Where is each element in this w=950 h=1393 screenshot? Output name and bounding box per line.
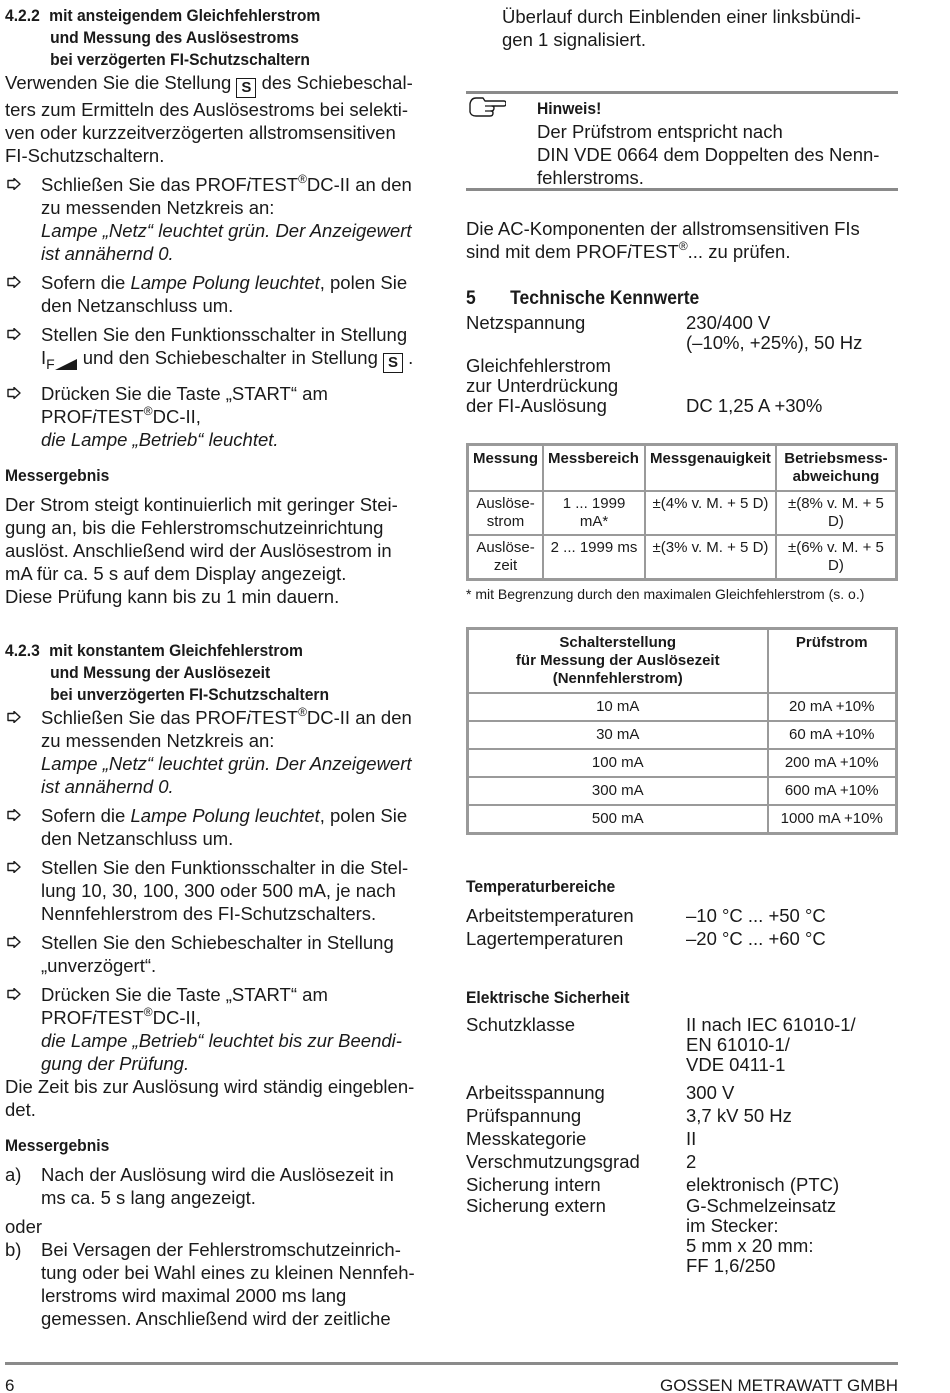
specs-general: Netzspannung 230/400 V (–10%, +25%), 50 Hz Gleichfehlerstrom zur Unterdrückung der FI-Auslösung DC 1,25 A +30% xyxy=(466,312,863,416)
arrow-icon xyxy=(7,711,21,723)
table-header: Messung xyxy=(468,445,544,492)
company-name: GOSSEN METRAWATT GMBH xyxy=(659,1376,898,1393)
pointing-hand-icon xyxy=(468,96,506,118)
result-heading: Messergebnis xyxy=(5,1136,110,1155)
s-key-symbol: S xyxy=(236,78,256,98)
table-row: 500 mA 1000 mA +10% xyxy=(468,805,897,833)
electrical-heading: Elektrische Sicherheit xyxy=(466,988,630,1007)
arrow-icon xyxy=(7,809,21,821)
arrow-icon xyxy=(7,276,21,288)
arrow-icon xyxy=(7,936,21,948)
step-item: Sofern die Lampe Polung leuchtet, polen Sie den Netzanschluss um. xyxy=(5,271,445,317)
step-item: Stellen Sie den Schiebeschalter in Stellung „unverzögert“. xyxy=(5,931,445,977)
continued-text: Überlauf durch Einblenden einer linksbündi- gen 1 signalisiert. xyxy=(502,6,861,50)
oder-text: oder xyxy=(5,1216,43,1237)
page-number: 6 xyxy=(5,1376,15,1393)
table-header: Messgenauigkeit xyxy=(645,445,776,492)
step-item: Drücken Sie die Taste „START“ am PROFiTEST®DC-II, die Lampe „Betrieb“ leuchtet bis zur Beendi- gung der Prüfung. xyxy=(5,983,445,1075)
arrow-icon xyxy=(7,988,21,1000)
s-key-symbol: S xyxy=(383,353,403,373)
section-4-2-2 xyxy=(5,5,445,608)
note-heading: Hinweis! xyxy=(537,99,602,118)
intro-paragraph: Verwenden Sie die Stellung S des Schiebeschal- ters zum Ermitteln des Auslösestroms bei selekti- ven oder kurzzeitverzögerten allstromsensitiven FI-Schutzschaltern. xyxy=(5,72,413,166)
section-heading: 4.2.2 mit ansteigendem Gleichfehlerstrom und Messung des Auslösestroms bei verzögerten FI-Schutzschaltern xyxy=(5,6,321,69)
arrow-icon xyxy=(7,178,21,190)
section-5-heading: 5 Technische Kennwerte xyxy=(466,288,700,309)
table-row: Auslöse- zeit 2 ... 1999 ms ±(3% v. M. + 5 D) ±(6% v. M. + 5 D) xyxy=(468,535,897,580)
table-row: 10 mA 20 mA +10% xyxy=(468,693,897,721)
section-number: 4.2.2 xyxy=(5,6,40,25)
table-row: Auslöse- strom 1 ... 1999 mA* ±(4% v. M. + 5 D) ±(8% v. M. + 5 D) xyxy=(468,491,897,535)
temperature-section: Temperaturbereiche Arbeitstemperaturen –10 °C ... +50 °C Lagertemperaturen –20 °C ... +60 °C xyxy=(466,876,898,950)
info-paragraph: Die Zeit bis zur Auslösung wird ständig eingeblen- det. xyxy=(5,1076,415,1120)
step-item: Drücken Sie die Taste „START“ am PROFiTEST®DC-II, die Lampe „Betrieb“ leuchtet. xyxy=(5,382,445,451)
table-header: Betriebsmess- abweichung xyxy=(776,445,897,492)
list-item-a: a) Nach der Auslösung wird die Auslösezeit in ms ca. 5 s lang angezeigt. xyxy=(5,1164,394,1208)
table-header: Prüfstrom xyxy=(768,629,897,694)
step-item: Stellen Sie den Funktionsschalter in die Stel- lung 10, 30, 100, 300 oder 500 mA, je nach Nennfehlerstrom des FI-Schutzschalters. xyxy=(5,856,445,925)
step-item: Sofern die Lampe Polung leuchtet, polen Sie den Netzanschluss um. xyxy=(5,804,445,850)
electrical-safety-section: Elektrische Sicherheit Schutzklasse II nach IEC 61010-1/ EN 61010-1/ VDE 0411-1 Arbeitsspannung 300 V Prüfspannung 3,7 kV 50 Hz Messkategorie II Verschmutzungsgrad 2 Sicherung intern elektronisch (PTC) Sicherung extern G-Schmelzeinsatz im Stecker: 5 mm x 20 mm: FF 1,6/250 xyxy=(466,987,898,1216)
table-row: 100 mA 200 mA +10% xyxy=(468,749,897,777)
result-heading: Messergebnis xyxy=(5,466,110,485)
ramp-icon xyxy=(55,359,77,370)
arrow-icon xyxy=(7,387,21,399)
list-item-b: b) Bei Versagen der Fehlerstromschutzeinrich- tung oder bei Wahl eines zu kleinen Nennfeh- lerstroms wird maximal 2000 ms lang gemessen. Anschließend wird der zeitliche xyxy=(5,1239,415,1329)
note-text: Der Prüfstrom entspricht nach DIN VDE 0664 dem Doppelten des Nenn- fehlerstroms. xyxy=(537,121,880,188)
step-item: Schließen Sie das PROFiTEST®DC-II an den zu messenden Netzkreis an: Lampe „Netz“ leuchtet grün. Der Anzeigewert ist annähernd 0. xyxy=(5,706,445,798)
temperature-heading: Temperaturbereiche xyxy=(466,877,616,896)
accuracy-table xyxy=(466,443,898,581)
arrow-icon xyxy=(7,328,21,340)
step-item: Schließen Sie das PROFiTEST®DC-II an den zu messenden Netzkreis an: Lampe „Netz“ leuchtet grün. Der Anzeigewert ist annähernd 0. xyxy=(5,173,445,265)
table-row: 30 mA 60 mA +10% xyxy=(468,721,897,749)
table-header: Schalterstellung für Messung der Auslösezeit (Nennfehlerstrom) xyxy=(468,629,768,694)
footer-rule xyxy=(5,1362,898,1365)
arrow-icon xyxy=(7,861,21,873)
table-header: Messbereich xyxy=(543,445,645,492)
result-paragraph: Der Strom steigt kontinuierlich mit geringer Stei- gung an, bis die Fehlerstromschutzeinrichtung auslöst. Anschließend wird der Auslösestrom in mA für ca. 5 s auf dem Display angezeigt. Diese Prüfung kann bis zu 1 min dauern. xyxy=(5,494,398,607)
note-box xyxy=(466,91,898,191)
step-item: Stellen Sie den Funktionsschalter in Stellung $I_F$ und den Schiebeschalter in Stellung S . xyxy=(5,323,445,376)
table-footnote: * mit Begrenzung durch den maximalen Gleichfehlerstrom (s. o.) xyxy=(466,586,865,602)
test-current-table xyxy=(466,627,898,835)
ac-paragraph: Die AC-Komponenten der allstromsensitiven FIs sind mit dem PROFiTEST®... zu prüfen. xyxy=(466,218,860,262)
section-4-2-3 xyxy=(5,640,445,1330)
table-row: 300 mA 600 mA +10% xyxy=(468,777,897,805)
section-heading: 4.2.3 mit konstantem Gleichfehlerstrom und Messung der Auslösezeit bei unverzögerten FI-Schutzschaltern xyxy=(5,641,330,704)
